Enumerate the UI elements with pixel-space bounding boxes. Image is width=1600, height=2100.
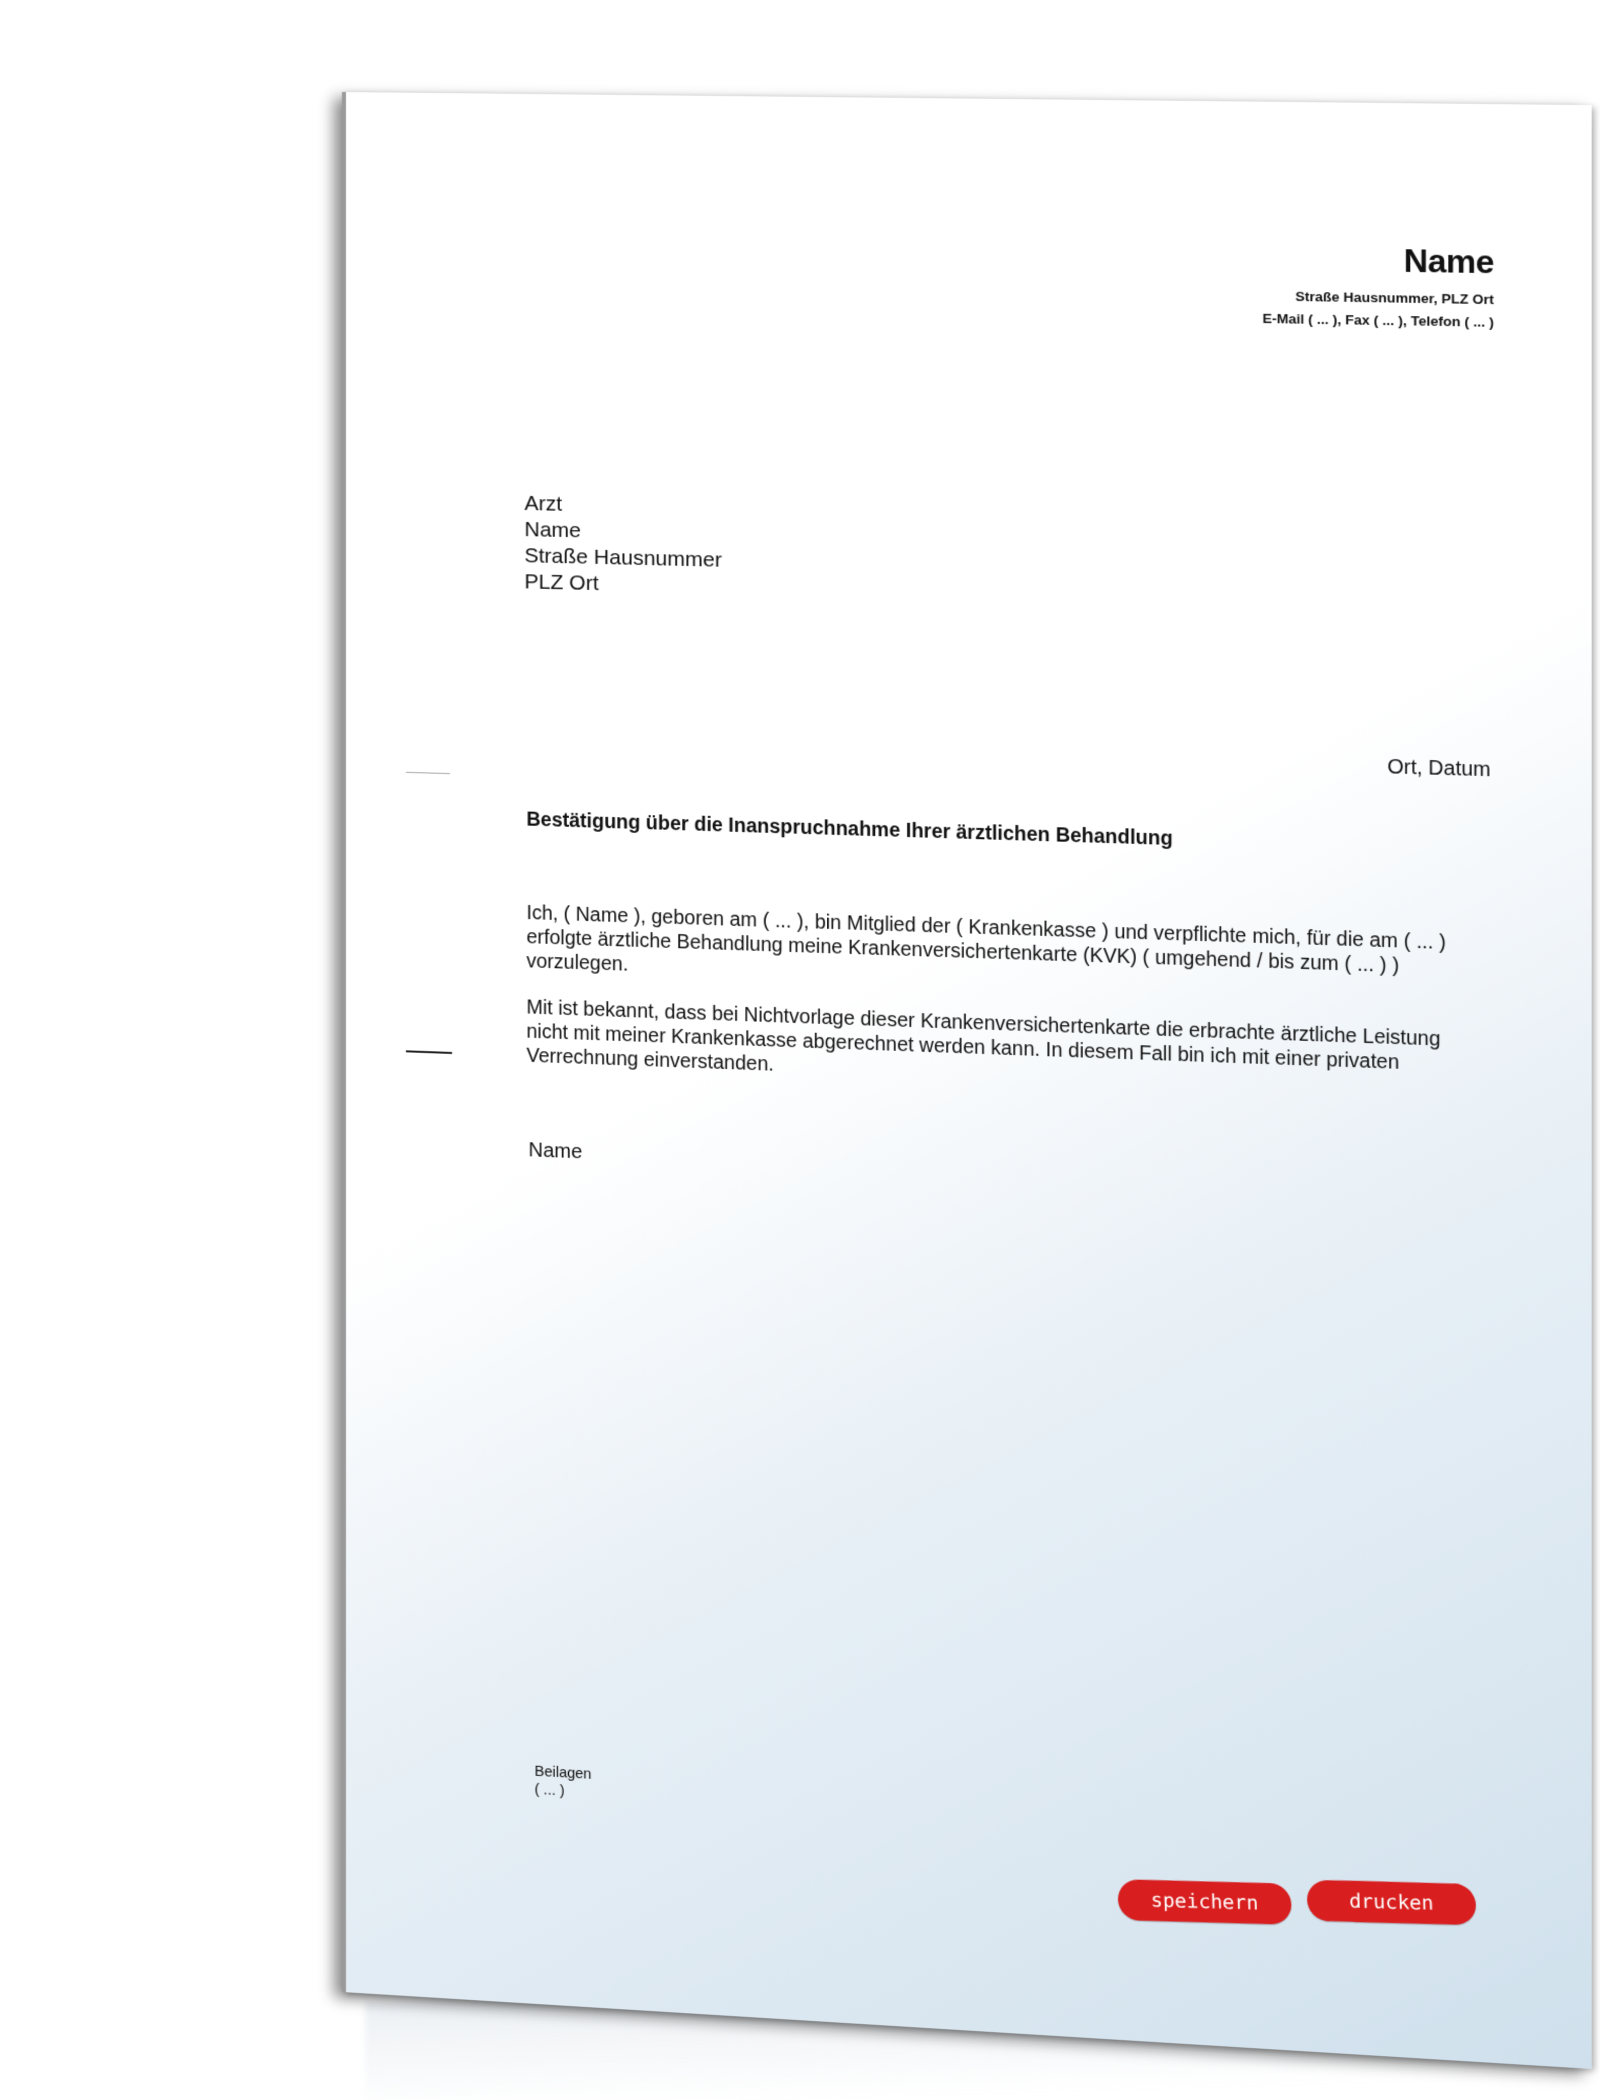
recipient-line-title: Arzt xyxy=(524,491,563,516)
signature-name: Name xyxy=(528,1139,583,1164)
print-button[interactable]: drucken xyxy=(1307,1880,1477,1926)
fold-mark xyxy=(406,772,450,774)
recipient-line-name: Name xyxy=(524,517,581,543)
body-paragraph-2: Mit ist bekannt, dass bei Nichtvorlage dieser Krankenversichertenkarte die erbrachte ärztliche Leistung nicht mit meiner Krankenkasse abgerechnet werden kann. In diesem Fall bin ich mit einer privaten Verrechnung einverstanden. xyxy=(526,996,1441,1076)
body-paragraph-1: Ich, ( Name ), geboren am ( ... ), bin Mitglied der ( Krankenkasse ) und verpflichte mich, für die am ( ... ) erfolgte ärztliche Behandlung meine Krankenversichertenkarte (KVK) ( umgehend / bis zum ( ... ) ) vorzulegen. xyxy=(526,901,1447,978)
recipient-line-street: Straße Hausnummer xyxy=(524,544,722,572)
sender-contact: E-Mail ( ... ), Fax ( ... ), Telefon ( ... ) xyxy=(1262,310,1494,330)
sender-name: Name xyxy=(1403,242,1494,281)
enclosures-label: Beilagen xyxy=(534,1763,592,1783)
letter-page xyxy=(342,92,1592,2069)
punch-mark xyxy=(406,1050,452,1054)
sender-address: Straße Hausnummer, PLZ Ort xyxy=(1295,288,1494,308)
enclosures-block xyxy=(535,1763,592,1802)
save-button[interactable]: speichern xyxy=(1117,1879,1292,1925)
enclosures-value: ( ... ) xyxy=(534,1781,565,1800)
recipient-line-city: PLZ Ort xyxy=(524,570,599,596)
place-date: Ort, Datum xyxy=(1387,755,1491,782)
letter-subject: Bestätigung über die Inanspruchnahme Ihrer ärztlichen Behandlung xyxy=(526,808,1173,851)
recipient-address-block xyxy=(524,491,721,600)
